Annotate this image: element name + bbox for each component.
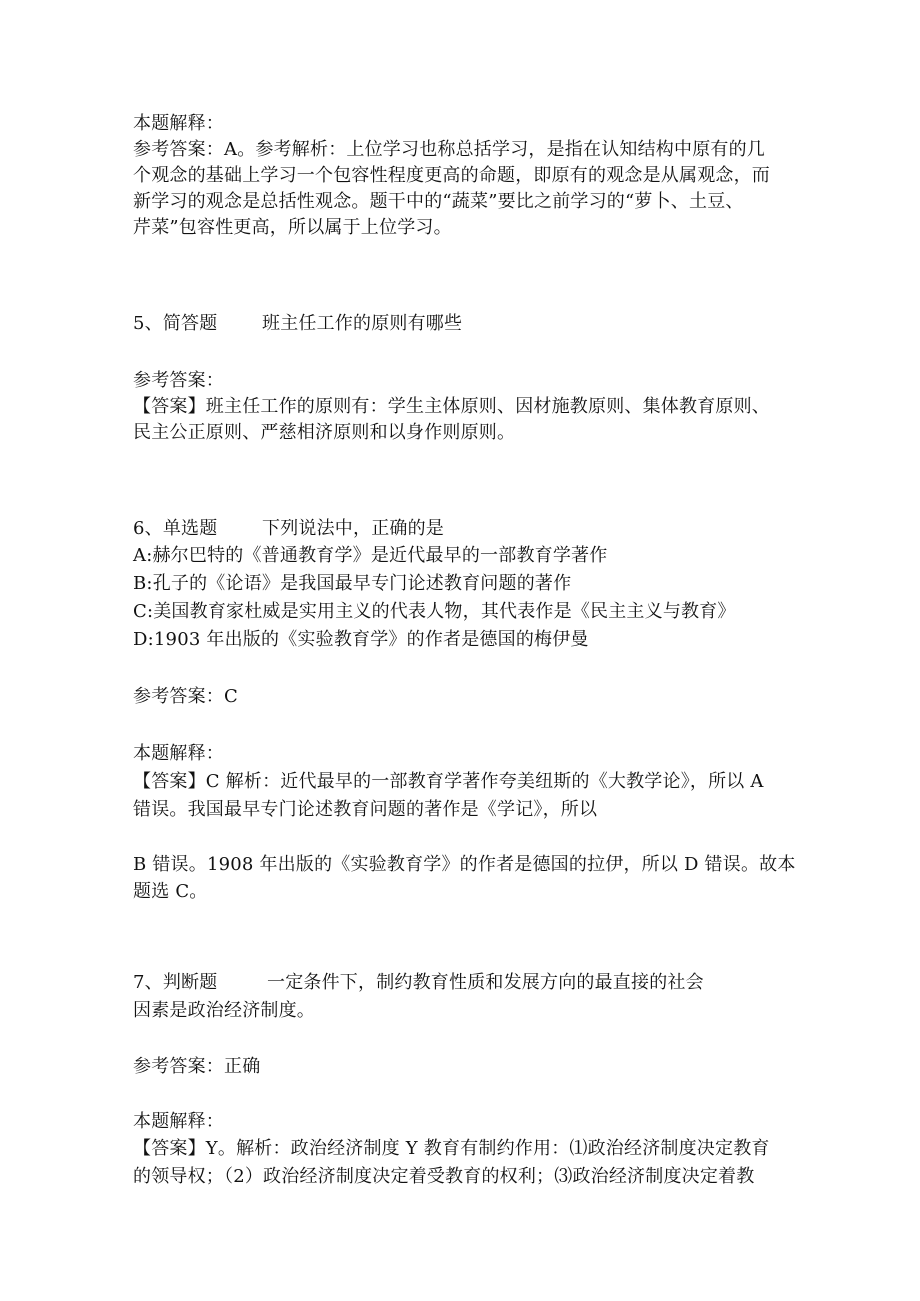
q6-explain-line-4: 题选 C。: [133, 881, 208, 902]
q6-question: 下列说法中，正确的是: [262, 518, 444, 539]
q6-number: 6、单选题: [133, 518, 218, 539]
q5-number: 5、简答题: [133, 313, 218, 334]
q5-answer-line-1: 【答案】班主任工作的原则有：学生主体原则、因材施教原则、集体教育原则、: [133, 396, 770, 417]
q6-explain-label: 本题解释：: [133, 743, 224, 764]
q6-explain-line-2: 错误。我国最早专门论述教育问题的著作是《学记》，所以: [133, 799, 598, 820]
q6-option-b: B:孔子的《论语》是我国最早专门论述教育问题的著作: [133, 573, 572, 594]
q6-answer: 参考答案：C: [133, 686, 238, 707]
q7-question-line-1: 一定条件下，制约教育性质和发展方向的最直接的社会: [267, 972, 704, 993]
q7-explain-line-2: 的领导权；（2）政治经济制度决定着受教育的权利；⑶政治经济制度决定着教: [133, 1166, 755, 1187]
q6-option-c: C:美国教育家杜威是实用主义的代表人物，其代表作是《民主主义与教育》: [133, 601, 736, 622]
q4-explain-line-2: 个观念的基础上学习一个包容性程度更高的命题，即原有的观念是从属观念，而: [133, 165, 770, 186]
q5-answer-label: 参考答案：: [133, 370, 224, 391]
q7-question-line-2: 因素是政治经济制度。: [133, 1000, 315, 1021]
q4-explain-line-4: 芹菜”包容性更高，所以属于上位学习。: [133, 217, 452, 238]
q6-explain-line-3: B 错误。1908 年出版的《实验教育学》的作者是德国的拉伊，所以 D 错误。故本: [133, 854, 796, 875]
q7-heading: [133, 971, 704, 997]
q7-explain-label: 本题解释：: [133, 1111, 224, 1132]
q5-question: 班主任工作的原则有哪些: [262, 313, 463, 334]
q6-option-d: D:1903 年出版的《实验教育学》的作者是德国的梅伊曼: [133, 629, 589, 650]
q4-explain-line-3: 新学习的观念是总括性观念。题干中的“蔬菜”要比之前学习的“萝卜、土豆、: [133, 191, 744, 212]
q7-answer: 参考答案：正确: [133, 1056, 261, 1077]
q4-explain-label: 本题解释：: [133, 113, 224, 134]
q6-option-a: A:赫尔巴特的《普通教育学》是近代最早的一部教育学著作: [133, 545, 608, 566]
q5-answer-line-2: 民主公正原则、严慈相济原则和以身作则原则。: [133, 422, 516, 443]
q7-explain-line-1: 【答案】Y。解析：政治经济制度 Y 教育有制约作用：⑴政治经济制度决定教育: [133, 1138, 770, 1159]
q6-heading: [133, 517, 444, 543]
q7-number: 7、判断题: [133, 972, 218, 993]
q5-heading: [133, 312, 462, 338]
q4-explain-line-1: 参考答案：A。参考解析：上位学习也称总括学习，是指在认知结构中原有的几: [133, 139, 765, 160]
q6-explain-line-1: 【答案】C 解析：近代最早的一部教育学著作夸美纽斯的《大教学论》，所以 A: [133, 771, 764, 792]
